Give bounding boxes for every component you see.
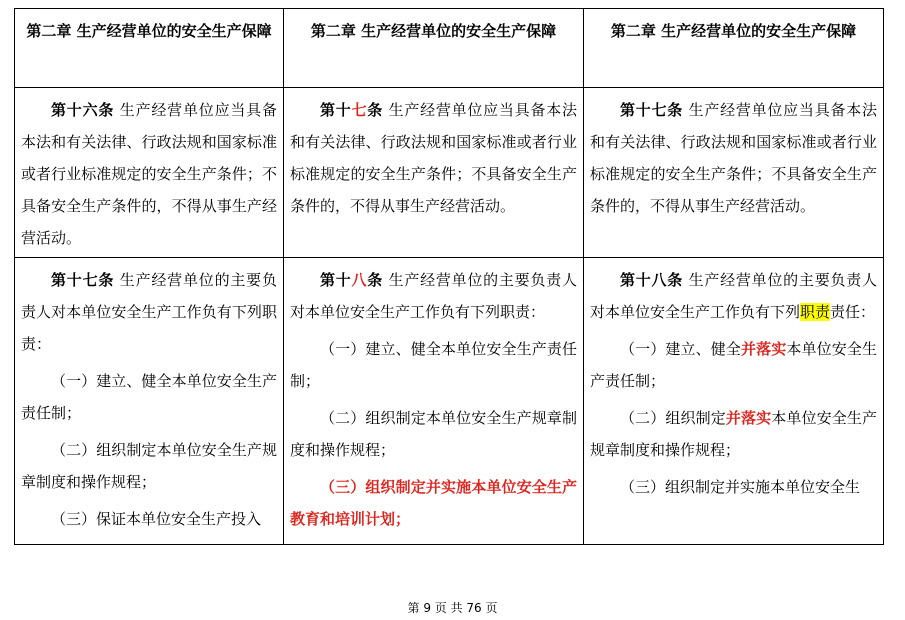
article-paragraph [590, 94, 877, 222]
list-item-text: （一）建立、健全 [620, 340, 741, 358]
article-number-prefix: 第十 [320, 101, 352, 119]
header-cell-1: 第二章 生产经营单位的安全生产保障 [15, 9, 284, 88]
article-intro: 生产经营单位的主要负责人对本单位安全生产工作负有下列职责： [290, 271, 577, 321]
article-number-changed: 七 [351, 101, 368, 119]
list-item [590, 402, 877, 466]
article-number: 第十八条 [620, 271, 684, 289]
article-number-prefix: 第十 [320, 271, 352, 289]
article-paragraph [290, 264, 577, 328]
row1-col1-cell [15, 88, 284, 258]
article-paragraph [21, 264, 277, 360]
article-intro: 生产经营单位的主要负责人对本单位安全生产工作负有下列职责： [21, 271, 277, 353]
article-number: 第十七条 [51, 271, 115, 289]
row2-col3-cell [584, 258, 884, 545]
article-number-suffix: 条 [367, 101, 384, 119]
row2-col2-cell [284, 258, 584, 545]
list-item [590, 333, 877, 397]
article-number: 第十七条 [620, 101, 684, 119]
article-number: 第十六条 [51, 101, 115, 119]
list-item: （二）组织制定本单位安全生产规章制度和操作规程； [21, 441, 277, 491]
article-text: 生产经营单位应当具备本法和有关法律、行政法规和国家标准或者行业标准规定的安全生产条件；不具备安全生产条件的，不得从事生产经营活动。 [21, 101, 277, 247]
list-item: （二）组织制定本单位安全生产规章制度和操作规程； [290, 409, 577, 459]
article-number-changed: 八 [351, 271, 368, 289]
table-row [15, 258, 884, 545]
highlighted-text: 职责 [800, 303, 831, 321]
article-paragraph [21, 94, 277, 254]
added-text: 并落实 [725, 409, 772, 427]
list-item: （三）组织制定并实施本单位安全生 [620, 478, 861, 496]
row1-col2-cell [284, 88, 584, 258]
list-item-text: 本单位安全生产规章制度和操作规程； [590, 409, 877, 459]
comparison-table [14, 8, 884, 545]
article-text: 生产经营单位应当具备本法和有关法律、行政法规和国家标准或者行业标准规定的安全生产条件；不具备安全生产条件的，不得从事生产经营活动。 [590, 101, 877, 215]
article-paragraph [590, 264, 877, 328]
article-intro: 生产经营单位的主要负责人对本单位安全生产工作负有下列 [590, 271, 877, 321]
article-text: 生产经营单位应当具备本法和有关法律、行政法规和国家标准或者行业标准规定的安全生产条件；不具备安全生产条件的，不得从事生产经营活动。 [290, 101, 577, 215]
article-paragraph [290, 94, 577, 222]
header-cell-3: 第二章 生产经营单位的安全生产保障 [584, 9, 884, 88]
article-intro-end: 责任： [830, 303, 876, 321]
list-item-added: （三）组织制定并实施本单位安全生产教育和培训计划； [290, 478, 577, 528]
list-item-text: （二）组织制定 [620, 409, 726, 427]
added-text: 并落实 [740, 340, 787, 358]
header-cell-2: 第二章 生产经营单位的安全生产保障 [284, 9, 584, 88]
row2-col1-cell [15, 258, 284, 545]
table-row [15, 88, 884, 258]
list-item: （一）建立、健全本单位安全生产责任制； [290, 340, 577, 390]
page-number-footer: 第 9 页 共 76 页 [407, 601, 498, 615]
header-row [15, 9, 884, 88]
row1-col3-cell [584, 88, 884, 258]
list-item: （一）建立、健全本单位安全生产责任制； [21, 372, 277, 422]
list-item: （三）保证本单位安全生产投入 [51, 510, 262, 528]
list-item-text: 本单位安全生产责任制； [590, 340, 877, 390]
article-number-suffix: 条 [367, 271, 384, 289]
